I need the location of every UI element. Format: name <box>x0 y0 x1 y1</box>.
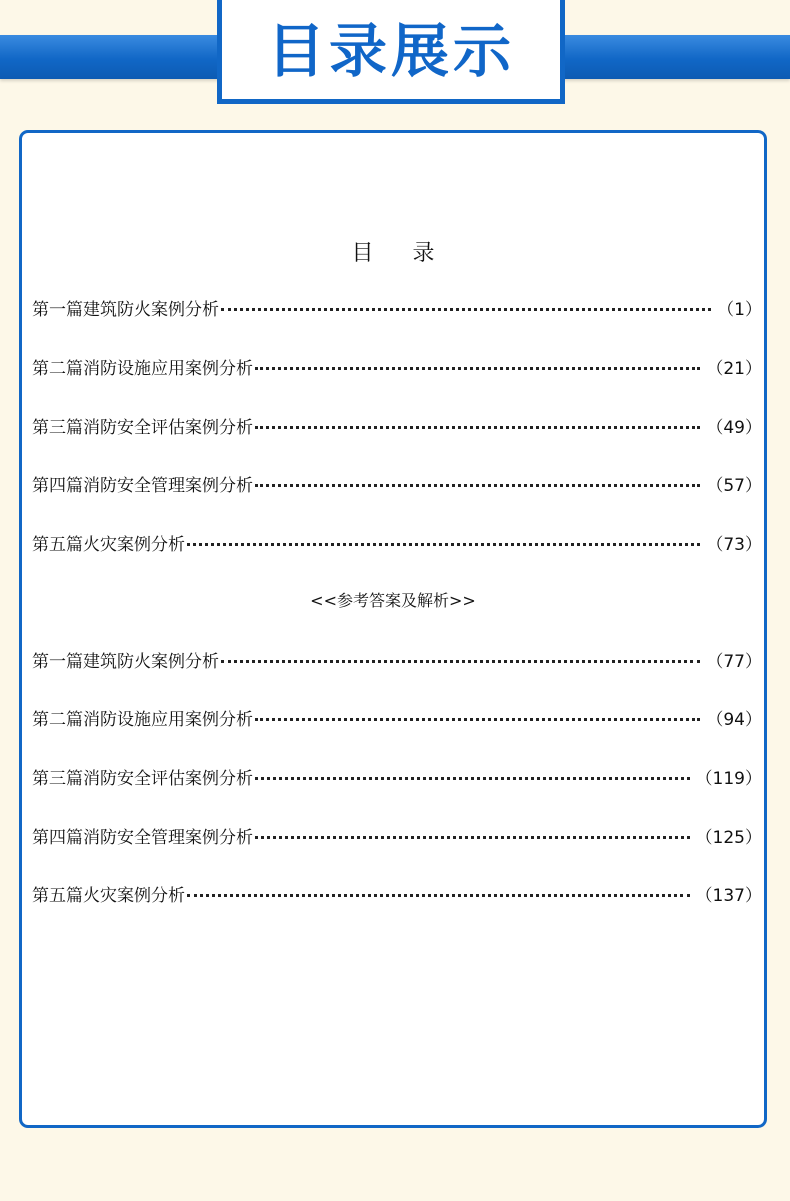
toc-entry <box>32 471 762 495</box>
dot-leader <box>221 294 711 311</box>
header-title-box <box>217 0 565 104</box>
toc-entry-page: （73） <box>706 535 762 555</box>
toc-entry <box>32 647 762 671</box>
toc-page-card <box>19 130 767 1128</box>
toc-entry-title: 第三篇消防安全评估案例分析 <box>32 418 253 438</box>
toc-entry-page: （49） <box>706 418 762 438</box>
toc-entry <box>32 413 762 437</box>
toc-entry-page: （137） <box>695 886 762 906</box>
toc-entry <box>32 823 762 847</box>
dot-leader <box>255 353 700 370</box>
toc-entry-title: 第四篇消防安全管理案例分析 <box>32 476 253 496</box>
toc-entry <box>32 530 762 554</box>
toc-entry-page: （1） <box>717 300 762 320</box>
dot-leader <box>187 880 690 897</box>
toc-entry-title: 第四篇消防安全管理案例分析 <box>32 828 253 848</box>
toc-entry-page: （21） <box>706 359 762 379</box>
dot-leader <box>187 529 700 546</box>
dot-leader <box>255 704 700 721</box>
toc-entry-title: 第一篇建筑防火案例分析 <box>32 652 219 672</box>
dot-leader <box>255 822 690 839</box>
toc-entry <box>32 764 762 788</box>
dot-leader <box>221 646 700 663</box>
toc-entry-title: 第一篇建筑防火案例分析 <box>32 300 219 320</box>
dot-leader <box>255 470 700 487</box>
toc-entry <box>32 705 762 729</box>
toc-entry-title: 第五篇火灾案例分析 <box>32 886 185 906</box>
toc-entry-page: （119） <box>695 769 762 789</box>
toc-entry-title: 第五篇火灾案例分析 <box>32 535 185 555</box>
toc-entry <box>32 295 762 319</box>
answers-section-heading: <<参考答案及解析>> <box>310 591 476 610</box>
toc-entry-title: 第三篇消防安全评估案例分析 <box>32 769 253 789</box>
toc-entry-page: （94） <box>706 710 762 730</box>
page-title: 目录展示 <box>266 16 515 85</box>
toc-entry-page: （125） <box>695 828 762 848</box>
toc-entry <box>32 881 762 905</box>
toc-entry <box>32 354 762 378</box>
toc-entry-page: （77） <box>706 652 762 672</box>
toc-entry-title: 第二篇消防设施应用案例分析 <box>32 710 253 730</box>
toc-entry-title: 第二篇消防设施应用案例分析 <box>32 359 253 379</box>
toc-entry-page: （57） <box>706 476 762 496</box>
dot-leader <box>255 763 690 780</box>
dot-leader <box>255 412 700 429</box>
toc-heading: 目 录 <box>351 241 451 266</box>
